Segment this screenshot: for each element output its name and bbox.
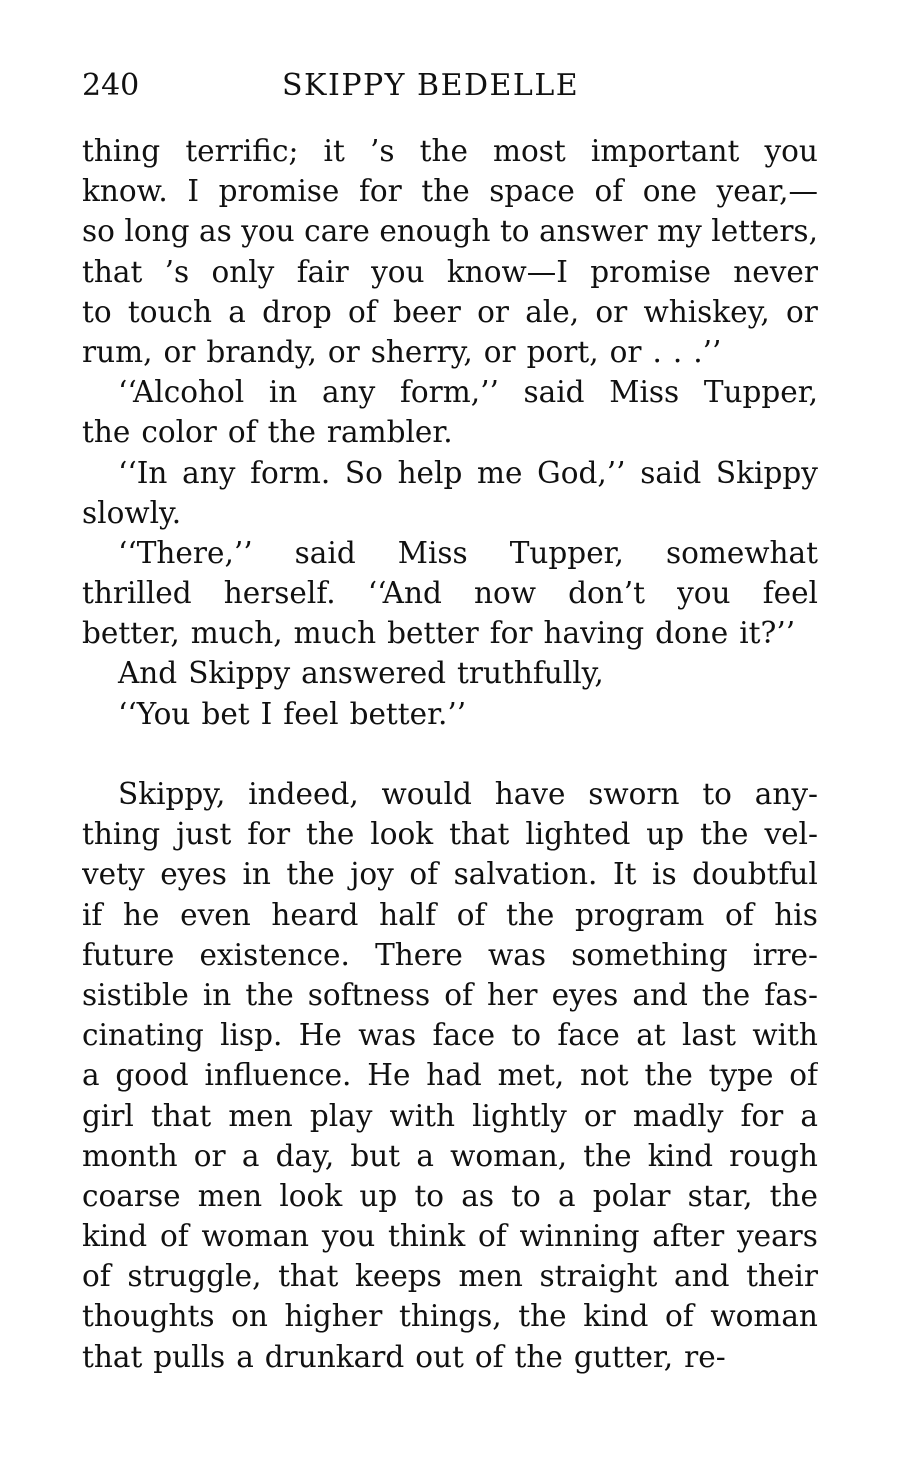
body-text	[82, 131, 818, 1377]
text-line: that pulls a drunkard out of the gutter, re-	[82, 1339, 726, 1374]
book-page	[82, 0, 818, 1462]
text-line: so long as you care enough to answer my letters,	[82, 214, 818, 249]
section-break	[82, 734, 818, 774]
paragraph	[82, 453, 818, 533]
text-line: know. I promise for the space of one year,—	[82, 174, 818, 209]
text-line: better, much, much better for having done it?’’	[82, 616, 796, 651]
text-line: that ’s only fair you know—I promise never	[82, 254, 818, 289]
page-number: 240	[82, 68, 140, 103]
text-line: ‘‘You bet I feel better.’’	[118, 696, 467, 731]
text-line: slowly.	[82, 495, 182, 530]
text-line: thrilled herself. ‘‘And now don’t you feel	[82, 576, 818, 611]
paragraph	[82, 131, 818, 372]
text-line: cinating lisp. He was face to face at last with	[82, 1018, 818, 1053]
text-line: thing terrific; it ’s the most important you	[82, 134, 818, 168]
text-line: future existence. There was something irre-	[82, 937, 818, 972]
text-line: sistible in the softness of her eyes and the fas-	[82, 977, 818, 1012]
paragraph	[82, 694, 818, 734]
text-line: Skippy, indeed, would have sworn to any-	[118, 777, 818, 811]
paragraph	[82, 774, 818, 1377]
text-line: kind of woman you think of winning after years	[82, 1219, 818, 1254]
text-line: rum, or brandy, or sherry, or port, or . . .’’	[82, 334, 722, 369]
running-title: SKIPPY BEDELLE	[282, 68, 580, 103]
paragraph	[82, 533, 818, 654]
text-line: month or a day, but a woman, the kind rough	[82, 1138, 818, 1173]
text-line: thoughts on higher things, the kind of woman	[82, 1299, 818, 1334]
paragraph	[82, 372, 818, 452]
text-line: a good influence. He had met, not the type of	[82, 1058, 818, 1093]
text-line: ‘‘There,’’ said Miss Tupper, somewhat	[118, 535, 818, 570]
text-line: vety eyes in the joy of salvation. It is doubtful	[82, 857, 818, 892]
text-line: girl that men play with lightly or madly for a	[82, 1098, 818, 1133]
text-line: to touch a drop of beer or ale, or whiskey, or	[82, 294, 818, 329]
text-line: the color of the rambler.	[82, 415, 453, 450]
paragraph	[82, 653, 818, 693]
text-line: if he even heard half of the program of his	[82, 897, 818, 932]
page-header	[82, 66, 818, 106]
text-line: And Skippy answered truthfully,	[118, 656, 604, 691]
text-line: thing just for the look that lighted up the vel-	[82, 817, 818, 852]
text-line: of struggle, that keeps men straight and their	[82, 1259, 818, 1294]
text-line: coarse men look up to as to a polar star, the	[82, 1178, 818, 1213]
text-line: ‘‘In any form. So help me God,’’ said Skippy	[118, 455, 818, 490]
text-line: ‘‘Alcohol in any form,’’ said Miss Tupper,	[118, 375, 818, 410]
